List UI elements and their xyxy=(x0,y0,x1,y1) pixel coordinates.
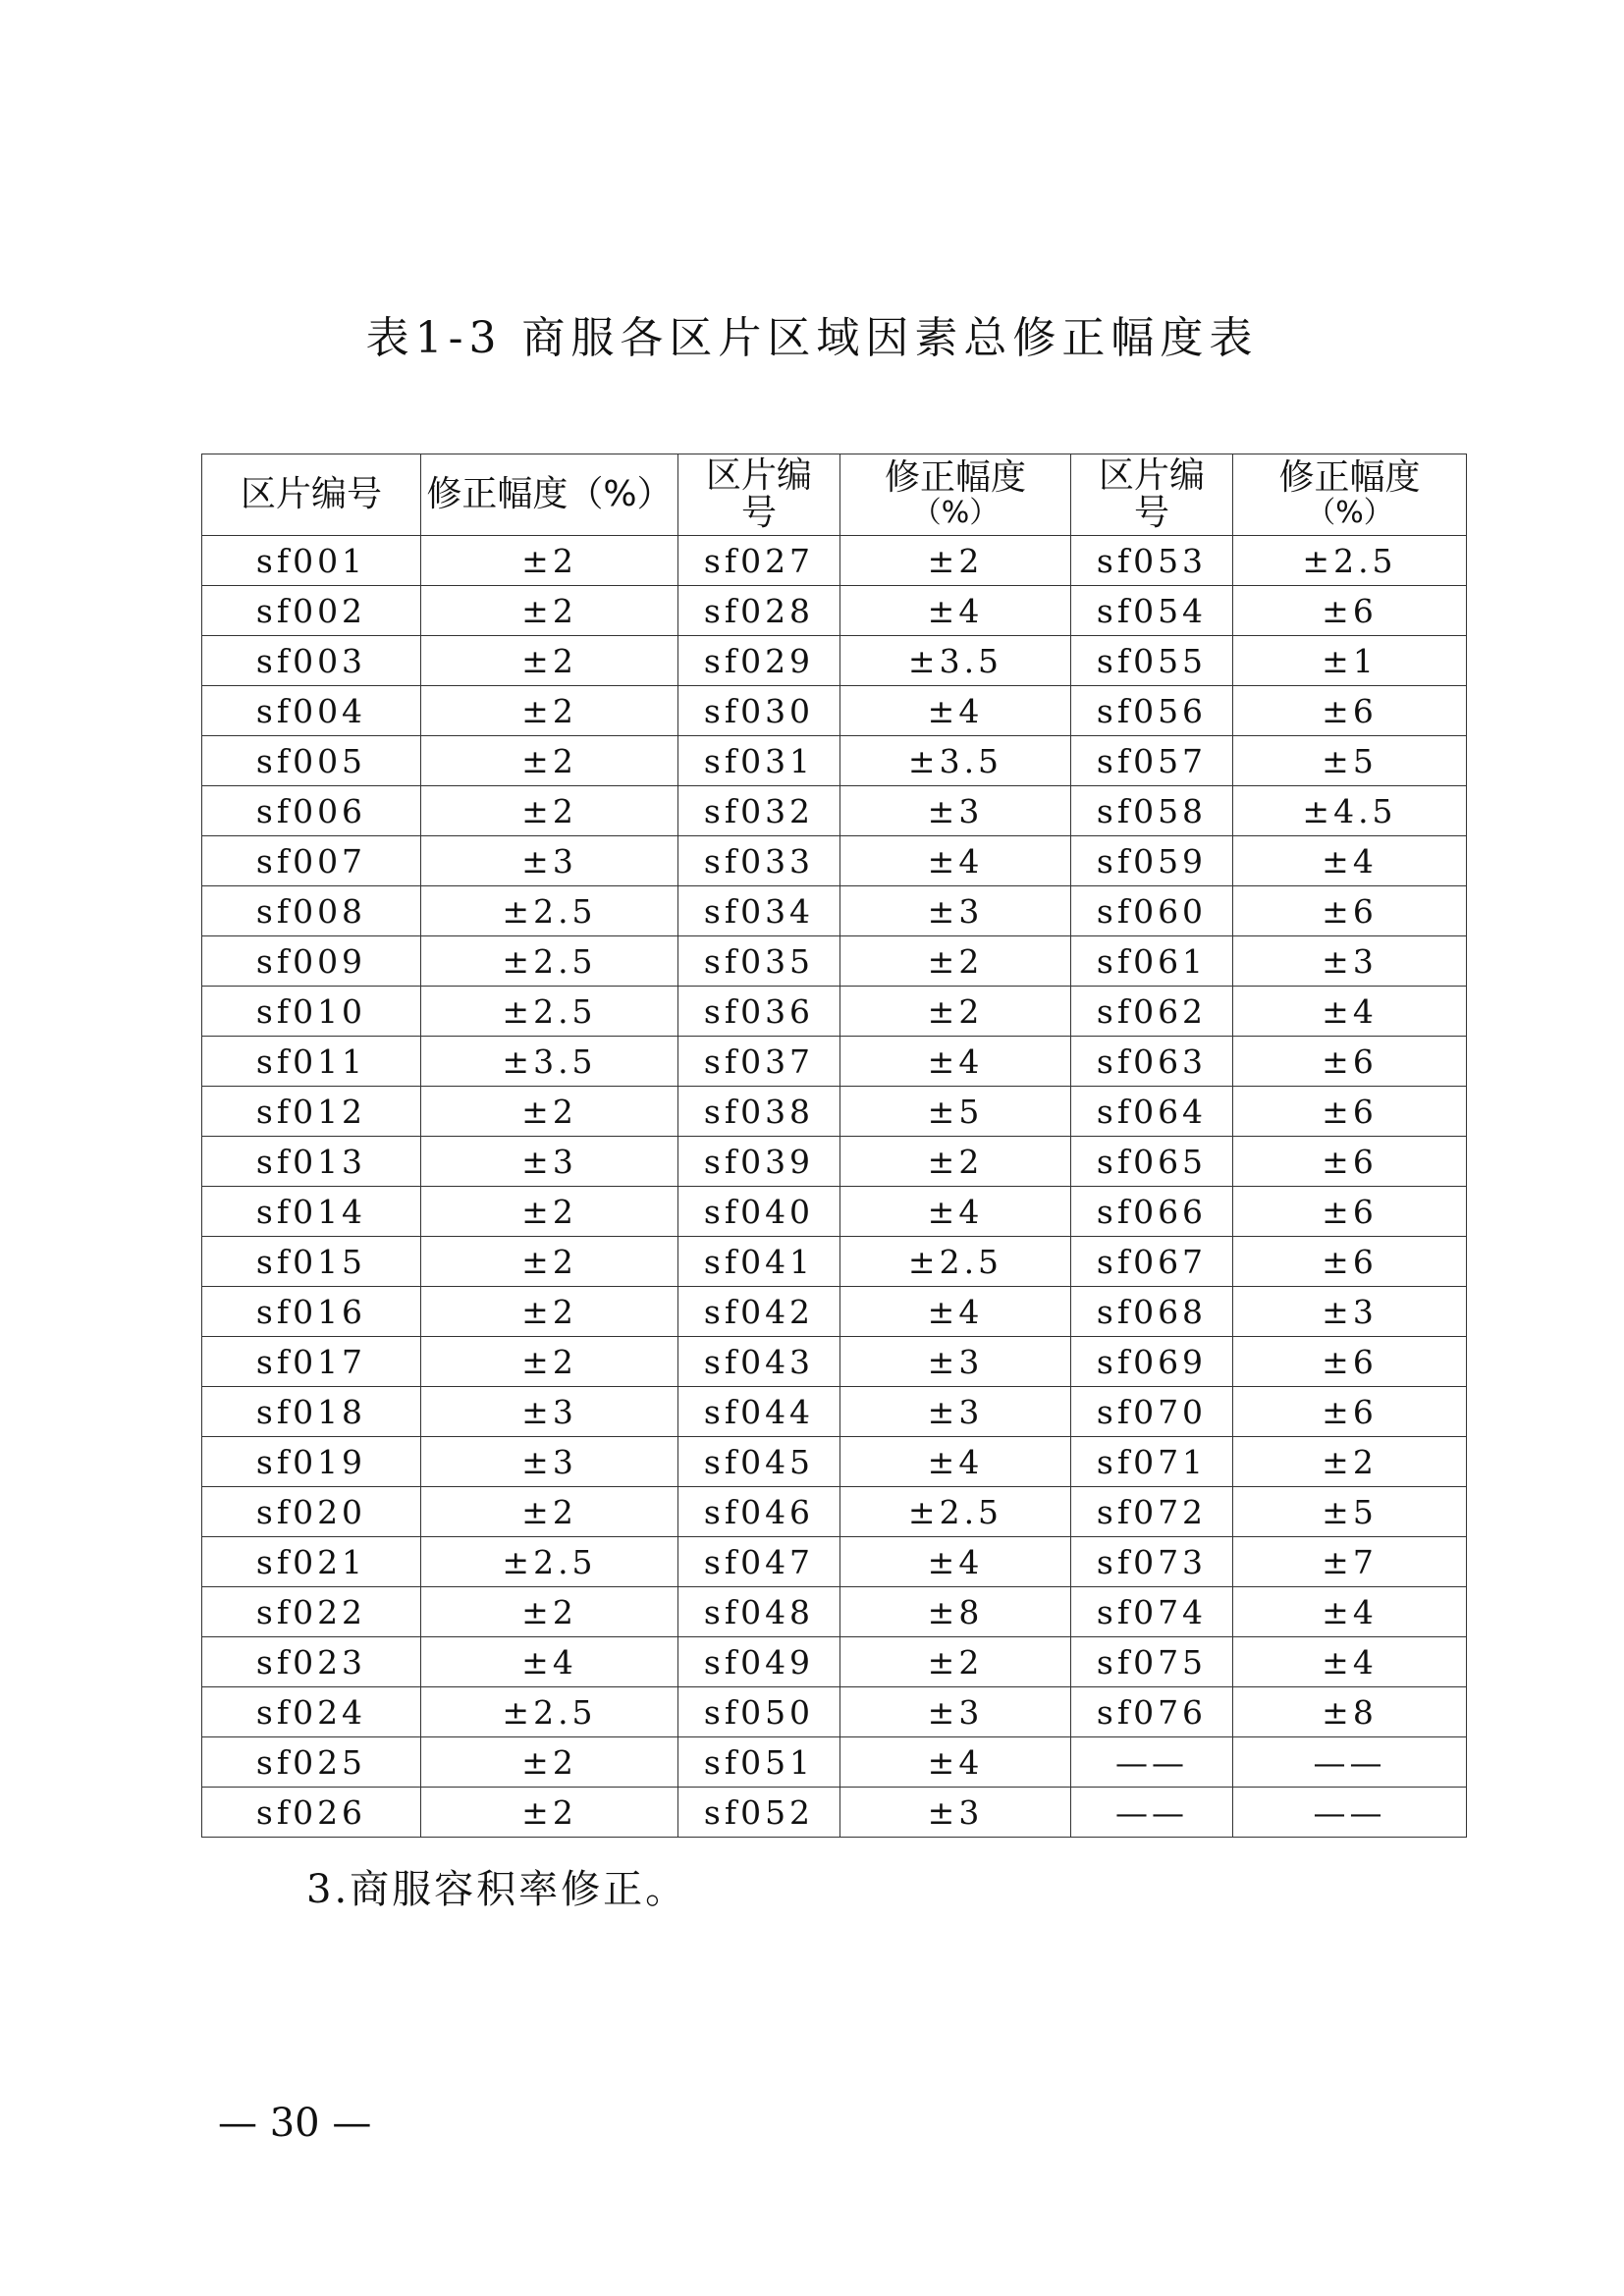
zone-id-cell: sf008 xyxy=(202,886,421,936)
zone-id-cell: sf033 xyxy=(678,836,840,886)
zone-id-cell: sf004 xyxy=(202,686,421,736)
header-label: 修正幅度（%） xyxy=(426,474,673,514)
zone-id-cell: sf066 xyxy=(1071,1187,1233,1237)
zone-id-cell: sf002 xyxy=(202,586,421,636)
header-correction xyxy=(421,454,678,536)
correction-cell: ±6 xyxy=(1233,1237,1467,1287)
zone-id-cell: sf037 xyxy=(678,1037,840,1087)
table-row xyxy=(202,786,1467,836)
zone-id-cell: sf040 xyxy=(678,1187,840,1237)
zone-id-cell: sf052 xyxy=(678,1788,840,1838)
correction-cell: ±8 xyxy=(1233,1687,1467,1737)
correction-cell: ±3 xyxy=(421,1387,678,1437)
correction-cell: ±3 xyxy=(840,1337,1071,1387)
zone-id-cell: sf016 xyxy=(202,1287,421,1337)
zone-id-cell: sf003 xyxy=(202,636,421,686)
zone-id-cell: sf049 xyxy=(678,1637,840,1687)
header-label: 号 xyxy=(1133,493,1169,533)
correction-cell: ±6 xyxy=(1233,1187,1467,1237)
zone-id-cell: sf025 xyxy=(202,1737,421,1788)
correction-cell: ±4 xyxy=(421,1637,678,1687)
zone-id-cell: sf026 xyxy=(202,1788,421,1838)
correction-cell: ±4 xyxy=(840,1187,1071,1237)
correction-cell: ±7 xyxy=(1233,1537,1467,1587)
zone-id-cell: sf053 xyxy=(1071,536,1233,586)
zone-id-cell: —— xyxy=(1071,1788,1233,1838)
table-row xyxy=(202,686,1467,736)
table-row xyxy=(202,1737,1467,1788)
table-row xyxy=(202,1287,1467,1337)
correction-cell: ±3 xyxy=(421,1437,678,1487)
correction-cell: ±6 xyxy=(1233,1037,1467,1087)
zone-id-cell: sf034 xyxy=(678,886,840,936)
zone-id-cell: sf076 xyxy=(1071,1687,1233,1737)
correction-cell: ±4 xyxy=(1233,987,1467,1037)
zone-id-cell: sf067 xyxy=(1071,1237,1233,1287)
table-row xyxy=(202,1187,1467,1237)
correction-cell: ±2 xyxy=(421,1337,678,1387)
correction-cell: ±2 xyxy=(840,936,1071,987)
correction-cell: ±4 xyxy=(840,1437,1071,1487)
zone-id-cell: sf010 xyxy=(202,987,421,1037)
correction-cell: ±2.5 xyxy=(840,1487,1071,1537)
zone-id-cell: sf015 xyxy=(202,1237,421,1287)
correction-cell: ±3 xyxy=(421,836,678,886)
zone-id-cell: sf005 xyxy=(202,736,421,786)
zone-id-cell: sf072 xyxy=(1071,1487,1233,1537)
correction-cell: ±2 xyxy=(421,1287,678,1337)
correction-cell: ±4 xyxy=(840,686,1071,736)
correction-cell: ±2 xyxy=(840,1137,1071,1187)
correction-cell: ±2 xyxy=(421,536,678,586)
zone-id-cell: sf031 xyxy=(678,736,840,786)
header-label: 号 xyxy=(740,493,777,533)
zone-id-cell: sf043 xyxy=(678,1337,840,1387)
zone-id-cell: sf054 xyxy=(1071,586,1233,636)
zone-id-cell: sf035 xyxy=(678,936,840,987)
zone-id-cell: sf028 xyxy=(678,586,840,636)
table-row xyxy=(202,1587,1467,1637)
correction-cell: ±1 xyxy=(1233,636,1467,686)
zone-id-cell: sf032 xyxy=(678,786,840,836)
zone-id-cell: sf056 xyxy=(1071,686,1233,736)
correction-table xyxy=(201,454,1467,1838)
zone-id-cell: sf055 xyxy=(1071,636,1233,686)
correction-cell: ±6 xyxy=(1233,686,1467,736)
correction-cell: ±3 xyxy=(840,886,1071,936)
zone-id-cell: sf017 xyxy=(202,1337,421,1387)
header-label: 区片编号 xyxy=(240,474,382,514)
zone-id-cell: sf006 xyxy=(202,786,421,836)
correction-cell: ±6 xyxy=(1233,1387,1467,1437)
zone-id-cell: sf045 xyxy=(678,1437,840,1487)
zone-id-cell: sf051 xyxy=(678,1737,840,1788)
zone-id-cell: sf012 xyxy=(202,1087,421,1137)
table-row xyxy=(202,987,1467,1037)
table-row xyxy=(202,1487,1467,1537)
correction-cell: ±3.5 xyxy=(840,636,1071,686)
correction-cell: ±4 xyxy=(1233,1587,1467,1637)
table-row xyxy=(202,1437,1467,1487)
correction-cell: ±4 xyxy=(840,1737,1071,1788)
table-row xyxy=(202,1337,1467,1387)
correction-cell: ±3 xyxy=(1233,936,1467,987)
zone-id-cell: sf074 xyxy=(1071,1587,1233,1637)
correction-cell: ±2 xyxy=(1233,1437,1467,1487)
correction-cell: ±2 xyxy=(421,636,678,686)
zone-id-cell: sf027 xyxy=(678,536,840,586)
zone-id-cell: —— xyxy=(1071,1737,1233,1788)
header-zone-id-2 xyxy=(678,454,840,536)
correction-cell: ±2 xyxy=(421,1737,678,1788)
table-row xyxy=(202,736,1467,786)
correction-cell: ±2.5 xyxy=(421,936,678,987)
header-label: 修正幅度 xyxy=(1278,457,1421,498)
zone-id-cell: sf018 xyxy=(202,1387,421,1437)
zone-id-cell: sf019 xyxy=(202,1437,421,1487)
correction-cell: ±2.5 xyxy=(421,987,678,1037)
zone-id-cell: sf065 xyxy=(1071,1137,1233,1187)
correction-cell: ±5 xyxy=(840,1087,1071,1137)
correction-cell: ±2.5 xyxy=(840,1237,1071,1287)
correction-cell: ±2 xyxy=(421,736,678,786)
header-unit: （%） xyxy=(911,496,1000,530)
correction-cell: ±2 xyxy=(421,1788,678,1838)
table-row xyxy=(202,1387,1467,1437)
correction-cell: ±4 xyxy=(840,1537,1071,1587)
correction-cell: ±3 xyxy=(840,1387,1071,1437)
zone-id-cell: sf047 xyxy=(678,1537,840,1587)
correction-cell: ±2.5 xyxy=(1233,536,1467,586)
table-title: 表1-3 商服各区片区域因素总修正幅度表 xyxy=(365,313,1259,363)
correction-cell: ±4 xyxy=(840,836,1071,886)
correction-cell: ±2 xyxy=(840,1637,1071,1687)
correction-cell: ±2 xyxy=(421,1587,678,1637)
correction-cell: ±2 xyxy=(421,686,678,736)
zone-id-cell: sf023 xyxy=(202,1637,421,1687)
table-row xyxy=(202,1637,1467,1687)
correction-cell: ±3 xyxy=(1233,1287,1467,1337)
header-zone-id xyxy=(202,454,421,536)
correction-cell: ±2 xyxy=(840,987,1071,1037)
zone-id-cell: sf059 xyxy=(1071,836,1233,886)
correction-cell: ±4 xyxy=(840,586,1071,636)
zone-id-cell: sf042 xyxy=(678,1287,840,1337)
correction-cell: ±4 xyxy=(840,1287,1071,1337)
table-row xyxy=(202,536,1467,586)
zone-id-cell: sf050 xyxy=(678,1687,840,1737)
zone-id-cell: sf057 xyxy=(1071,736,1233,786)
zone-id-cell: sf062 xyxy=(1071,987,1233,1037)
correction-cell: —— xyxy=(1233,1737,1467,1788)
header-correction-3 xyxy=(1233,454,1467,536)
correction-cell: ±2.5 xyxy=(421,1687,678,1737)
correction-cell: ±2.5 xyxy=(421,1537,678,1587)
zone-id-cell: sf024 xyxy=(202,1687,421,1737)
zone-id-cell: sf068 xyxy=(1071,1287,1233,1337)
correction-cell: ±4 xyxy=(1233,1637,1467,1687)
correction-cell: ±2 xyxy=(421,1087,678,1137)
correction-cell: ±2 xyxy=(421,786,678,836)
zone-id-cell: sf073 xyxy=(1071,1537,1233,1587)
correction-cell: —— xyxy=(1233,1788,1467,1838)
zone-id-cell: sf044 xyxy=(678,1387,840,1437)
correction-cell: ±2 xyxy=(421,586,678,636)
header-label: 区片编 xyxy=(705,455,812,496)
correction-cell: ±8 xyxy=(840,1587,1071,1637)
correction-cell: ±2 xyxy=(421,1187,678,1237)
header-correction-2 xyxy=(840,454,1071,536)
zone-id-cell: sf038 xyxy=(678,1087,840,1137)
correction-cell: ±6 xyxy=(1233,1337,1467,1387)
zone-id-cell: sf071 xyxy=(1071,1437,1233,1487)
correction-cell: ±3.5 xyxy=(840,736,1071,786)
table-row xyxy=(202,936,1467,987)
table-row xyxy=(202,836,1467,886)
zone-id-cell: sf064 xyxy=(1071,1087,1233,1137)
zone-id-cell: sf021 xyxy=(202,1537,421,1587)
zone-id-cell: sf069 xyxy=(1071,1337,1233,1387)
zone-id-cell: sf011 xyxy=(202,1037,421,1087)
correction-cell: ±2 xyxy=(840,536,1071,586)
table-row xyxy=(202,1537,1467,1587)
correction-cell: ±3 xyxy=(840,1788,1071,1838)
zone-id-cell: sf063 xyxy=(1071,1037,1233,1087)
zone-id-cell: sf039 xyxy=(678,1137,840,1187)
header-label: 区片编 xyxy=(1098,455,1205,496)
correction-cell: ±4.5 xyxy=(1233,786,1467,836)
zone-id-cell: sf029 xyxy=(678,636,840,686)
zone-id-cell: sf020 xyxy=(202,1487,421,1537)
correction-cell: ±6 xyxy=(1233,1137,1467,1187)
correction-cell: ±2 xyxy=(421,1487,678,1537)
correction-cell: ±2 xyxy=(421,1237,678,1287)
table-row xyxy=(202,1788,1467,1838)
zone-id-cell: sf014 xyxy=(202,1187,421,1237)
table-header-row xyxy=(202,454,1467,536)
header-zone-id-3 xyxy=(1071,454,1233,536)
zone-id-cell: sf013 xyxy=(202,1137,421,1187)
table-row xyxy=(202,1687,1467,1737)
correction-cell: ±3.5 xyxy=(421,1037,678,1087)
zone-id-cell: sf030 xyxy=(678,686,840,736)
correction-cell: ±2.5 xyxy=(421,886,678,936)
table-row xyxy=(202,1237,1467,1287)
zone-id-cell: sf009 xyxy=(202,936,421,987)
zone-id-cell: sf058 xyxy=(1071,786,1233,836)
zone-id-cell: sf070 xyxy=(1071,1387,1233,1437)
correction-cell: ±4 xyxy=(840,1037,1071,1087)
zone-id-cell: sf060 xyxy=(1071,886,1233,936)
section-note: 3.商服容积率修正。 xyxy=(306,1867,688,1912)
table-row xyxy=(202,886,1467,936)
correction-cell: ±3 xyxy=(421,1137,678,1187)
zone-id-cell: sf007 xyxy=(202,836,421,886)
zone-id-cell: sf001 xyxy=(202,536,421,586)
correction-cell: ±4 xyxy=(1233,836,1467,886)
header-label: 修正幅度 xyxy=(884,457,1026,498)
correction-cell: ±5 xyxy=(1233,736,1467,786)
correction-cell: ±3 xyxy=(840,1687,1071,1737)
zone-id-cell: sf048 xyxy=(678,1587,840,1637)
zone-id-cell: sf061 xyxy=(1071,936,1233,987)
correction-cell: ±6 xyxy=(1233,586,1467,636)
correction-cell: ±6 xyxy=(1233,886,1467,936)
zone-id-cell: sf041 xyxy=(678,1237,840,1287)
page-number: — 30 — xyxy=(218,2101,372,2146)
table-row xyxy=(202,636,1467,686)
zone-id-cell: sf046 xyxy=(678,1487,840,1537)
table-body xyxy=(202,536,1467,1838)
correction-cell: ±6 xyxy=(1233,1087,1467,1137)
table-row xyxy=(202,1087,1467,1137)
zone-id-cell: sf036 xyxy=(678,987,840,1037)
header-unit: （%） xyxy=(1306,496,1393,530)
zone-id-cell: sf022 xyxy=(202,1587,421,1637)
table-row xyxy=(202,586,1467,636)
correction-cell: ±5 xyxy=(1233,1487,1467,1537)
table-row xyxy=(202,1037,1467,1087)
zone-id-cell: sf075 xyxy=(1071,1637,1233,1687)
table-row xyxy=(202,1137,1467,1187)
correction-cell: ±3 xyxy=(840,786,1071,836)
